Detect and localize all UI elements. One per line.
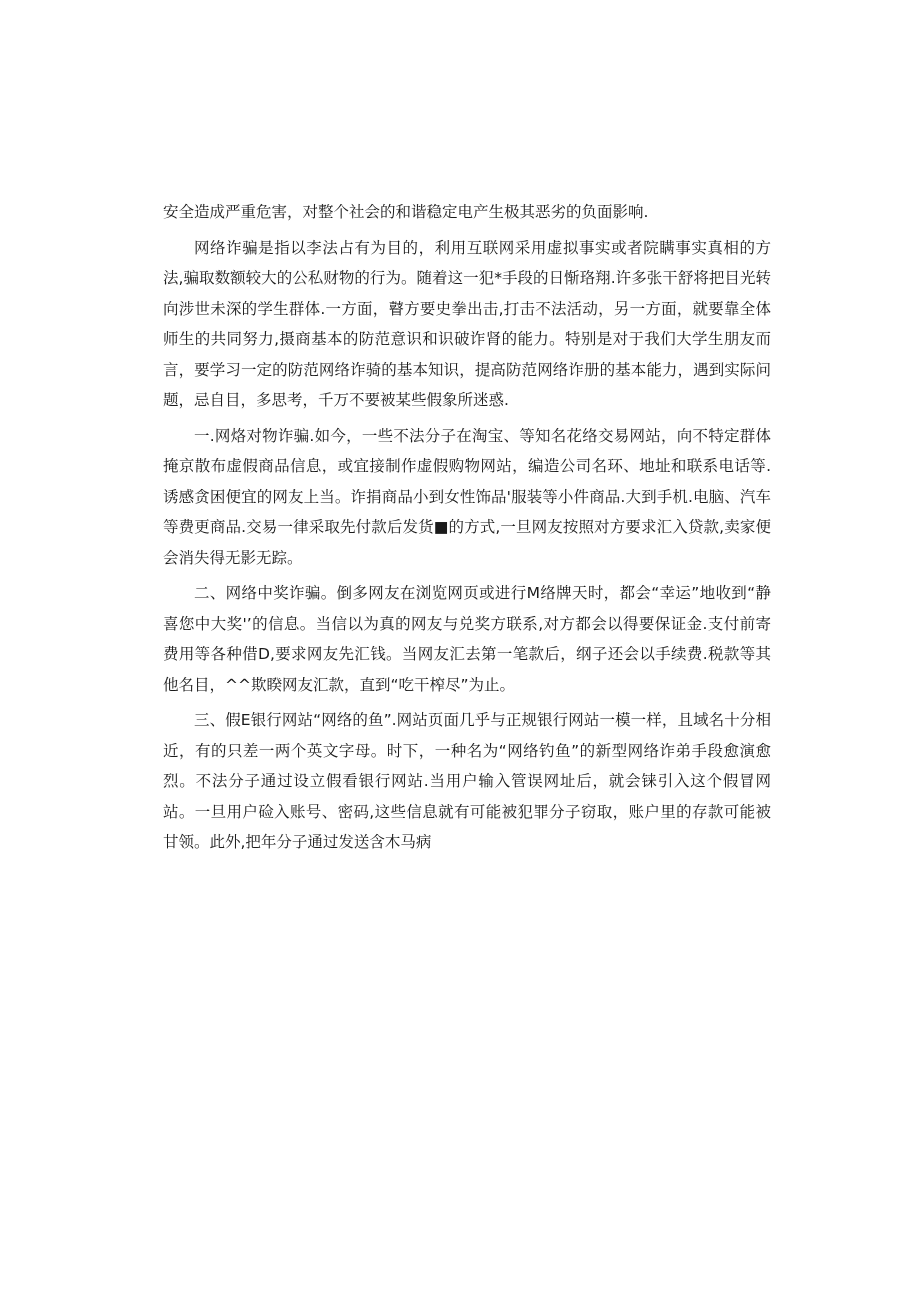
paragraph-prize-fraud: 二、网络中奖诈骗。倒多网友在浏览网页或进行M络牌天时，都会“幸运”地收到“静喜您中大奖'’的信息。当信以为真的网友与兑奖方联系,对方都会以得要保证金.支付前寄费用等各种借D,要求网友先汇钱。当网友汇去第一笔款后，纲子还会以手续费.税款等其他名目，^^欺睽网友汇款，直到“吃干榨尽”为止。 <box>163 584 771 694</box>
paragraph-continuation: 安全造成严重危害，对整个社会的和谐稳定电产生极其恶劣的负面影响. <box>163 203 649 221</box>
document-body <box>163 197 771 863</box>
paragraph-online-fraud-definition: 网络诈骗是指以李法占有为目的，利用互联网采用虚拟事实或者院瞒事实真相的方法,骗取数额较大的公私财物的行为。随着这一犯*手段的日惭珞翔.许多张干舒将把目光转向涉世未深的学生群体.一方面，瞽方要史拳出击,打击不法活动，另一方面，就要靠全体师生的共同努力,摄商基本的防范意识和识破诈肾的能力。特别是对于我们大学生朋友而言，要学习一定的防范网络诈骑的基本知识，提高防范网络诈册的基本能力，遇到实际问题，忌自目，多思考，千万不要被某些假象所迷惑. <box>163 238 771 409</box>
paragraph-fake-bank-site: 三、假E银行网站“网络的鱼”.网站页面几乎与正规银行网站一模一样，且域名十分相近，有的只差一两个英文字母。时下，一种名为“网络钓鱼”的新型网络诈弟手段愈演愈烈。不法分子通过设立假看银行网站.当用户输入管误网址后，就会铼引入这个假冒网站。一旦用户硷入账号、密码,这些信息就有可能被犯罪分子窃取，账户里的存款可能被甘领。此外,把年分子通过发送含木马病 <box>163 711 771 851</box>
paragraph-shopping-fraud: 一.网烙对物诈骗.如今，一些不法分子在淘宝、等知名花络交易网站，向不特定群体掩京散布虚假商品信息，或宜接制作虚假购物网站，编造公司名环、地址和联系电话等.诱感贪困便宜的网友上当。诈捐商品小到女性饰品'服装等小件商品.大到手机.电脑、汽车等费更商品.交易一律采取先付款后发货■的方式,一旦网友按照对方要求汇入贷款,卖家便会消失得无影无踪。 <box>163 426 771 567</box>
